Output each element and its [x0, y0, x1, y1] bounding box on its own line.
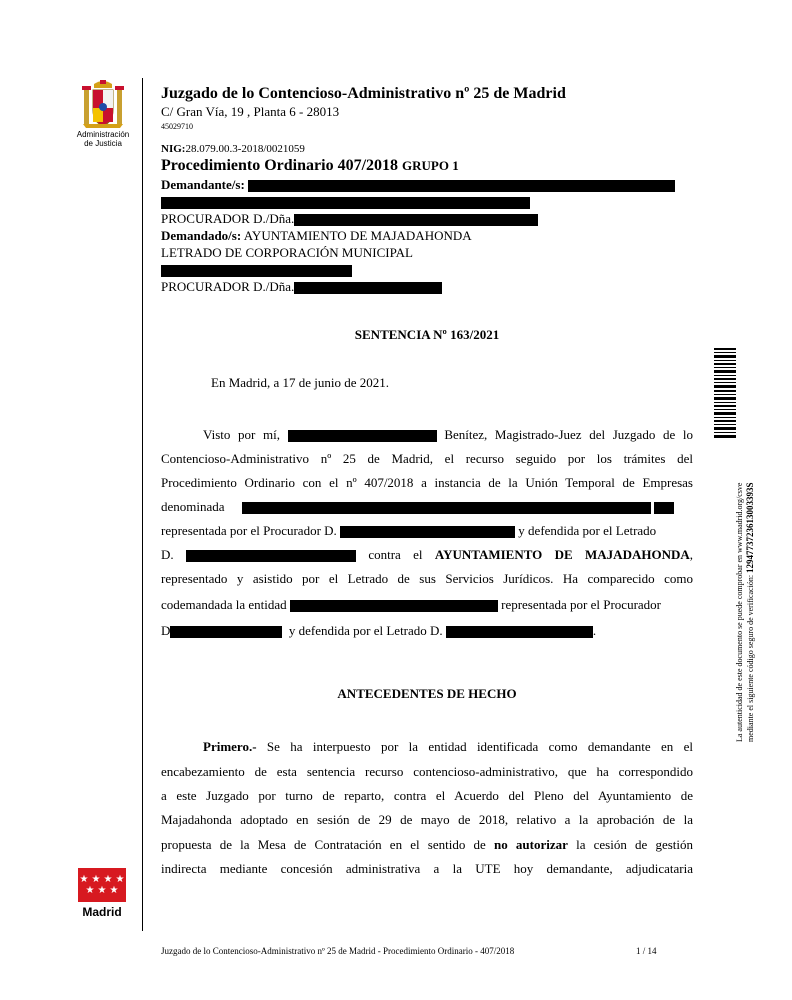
verification-line1: La autenticidad de este documento se puede comprobar en www.madrid.org/csve: [735, 482, 744, 742]
sentence-title: SENTENCIA Nº 163/2021: [354, 327, 500, 342]
paragraph-line: representada por el Procurador D. y defendida por el Letrado: [161, 523, 657, 538]
redaction-bar: [242, 502, 651, 514]
paragraph-line: Majadahonda adoptado en sesión de 29 de mayo de 2018, relativo a la aprobación de la: [161, 812, 693, 827]
redaction-bar: [290, 600, 498, 612]
demandante-line: [161, 176, 701, 193]
paragraph-line: encabezamiento de esta sentencia recurso contencioso-administrativo, que ha correspondido: [161, 764, 693, 779]
demandante-label: Demandante/s:: [161, 177, 245, 192]
procurador-line-2: [161, 278, 701, 295]
case-header: [161, 84, 701, 295]
procedure-title: [161, 156, 701, 176]
court-name: Juzgado de lo Contencioso-Administrativo nº 25 de Madrid: [161, 85, 566, 102]
demandante-line-2: [161, 193, 701, 210]
nig-value: 28.079.00.3-2018/0021059: [185, 143, 305, 155]
redaction-bar: [186, 550, 356, 562]
paragraph-line: D y defendida por el Letrado D. .: [161, 623, 597, 638]
redaction-bar: [294, 214, 538, 226]
procurador-line-1: [161, 210, 701, 227]
page-footer: Juzgado de lo Contencioso-Administrativo nº 25 de Madrid - Procedimiento Ordinario - 407/2018: [161, 946, 515, 956]
section-title: ANTECEDENTES DE HECHO: [337, 686, 517, 701]
madrid-label: Madrid: [82, 905, 122, 919]
paragraph-line: Procedimiento Ordinario con el nº 407/2018 a instancia de la Unión Temporal de Empresas: [161, 475, 693, 490]
redaction-bar: [340, 526, 515, 538]
date-line: En Madrid, a 17 de junio de 2021.: [211, 375, 389, 390]
paragraph-line: propuesta de la Mesa de Contratación en el sentido de no autorizar la cesión de gestión: [161, 837, 694, 852]
demandado-label: Demandado/s:: [161, 228, 242, 243]
verification-note: [735, 466, 756, 742]
court-address: C/ Gran Vía, 19 , Planta 6 - 28013: [161, 104, 340, 119]
redaction-bar: [161, 197, 530, 209]
madrid-flag-icon: ★ ★ ★ ★ ★ ★ ★: [78, 868, 126, 902]
logo-label-line2: de Justicia: [84, 139, 122, 148]
procurador-label: PROCURADOR D./Dña.: [161, 279, 295, 294]
verification-line2: mediante el siguiente código seguro de verificación: 1294773723613003393S: [745, 482, 755, 742]
demandado-value: AYUNTAMIENTO DE MAJADAHONDA: [243, 228, 472, 243]
redaction-bar: [654, 502, 674, 514]
paragraph-line: Visto por mí, Benítez, Magistrado-Juez del Juzgado de lo: [203, 427, 694, 442]
paragraph-line: Primero.- Se ha interpuesto por la entidad identificada como demandante en el: [161, 739, 693, 755]
paragraph-line: denominada: [161, 499, 693, 515]
primero-label: Primero.-: [203, 739, 257, 754]
paragraph-line: indirecta mediante concesión administrativa a la UTE hoy demandante, adjudicataria: [161, 861, 693, 876]
letrado-name-line: [161, 261, 701, 278]
justice-administration-logo: [74, 80, 132, 154]
nig-label: NIG:: [161, 143, 186, 155]
redaction-bar: [294, 282, 442, 294]
logo-label-line1: Administración: [76, 130, 130, 139]
page-number: 1 / 14: [636, 946, 657, 956]
margin-rule: [142, 78, 143, 931]
madrid-community-logo: [78, 868, 126, 919]
barcode-icon: [712, 346, 738, 441]
procurador-label: PROCURADOR D./Dña.: [161, 211, 295, 226]
redaction-bar: [170, 626, 282, 638]
procedure-group: GRUPO 1: [402, 158, 459, 173]
court-code: 45029710: [161, 122, 193, 131]
nig: [161, 142, 701, 156]
redaction-bar: [288, 430, 437, 442]
spain-coat-of-arms-icon: [80, 80, 126, 130]
paragraph-line: codemandada la entidad representada por el Procurador: [161, 597, 662, 612]
procedure-number: Procedimiento Ordinario 407/2018: [161, 157, 399, 174]
paragraph-line: a este Juzgado por turno de reparto, contra el Acuerdo del Pleno del Ayuntamiento de: [161, 788, 693, 803]
redaction-bar: [248, 180, 675, 192]
verification-code: 1294773723613003393S: [745, 482, 755, 573]
demandado-line: [161, 227, 701, 244]
paragraph-line: Contencioso-Administrativo nº 25 de Madrid, el recurso seguido por los trámites del: [161, 451, 693, 466]
redaction-bar: [161, 265, 352, 277]
redaction-bar: [446, 626, 593, 638]
paragraph-line: D. contra el AYUNTAMIENTO DE MAJADAHONDA,: [161, 547, 693, 562]
letrado-line: LETRADO DE CORPORACIÓN MUNICIPAL: [161, 245, 413, 260]
paragraph-line: representado y asistido por el Letrado de sus Servicios Jurídicos. Ha comparecido como: [161, 571, 693, 586]
